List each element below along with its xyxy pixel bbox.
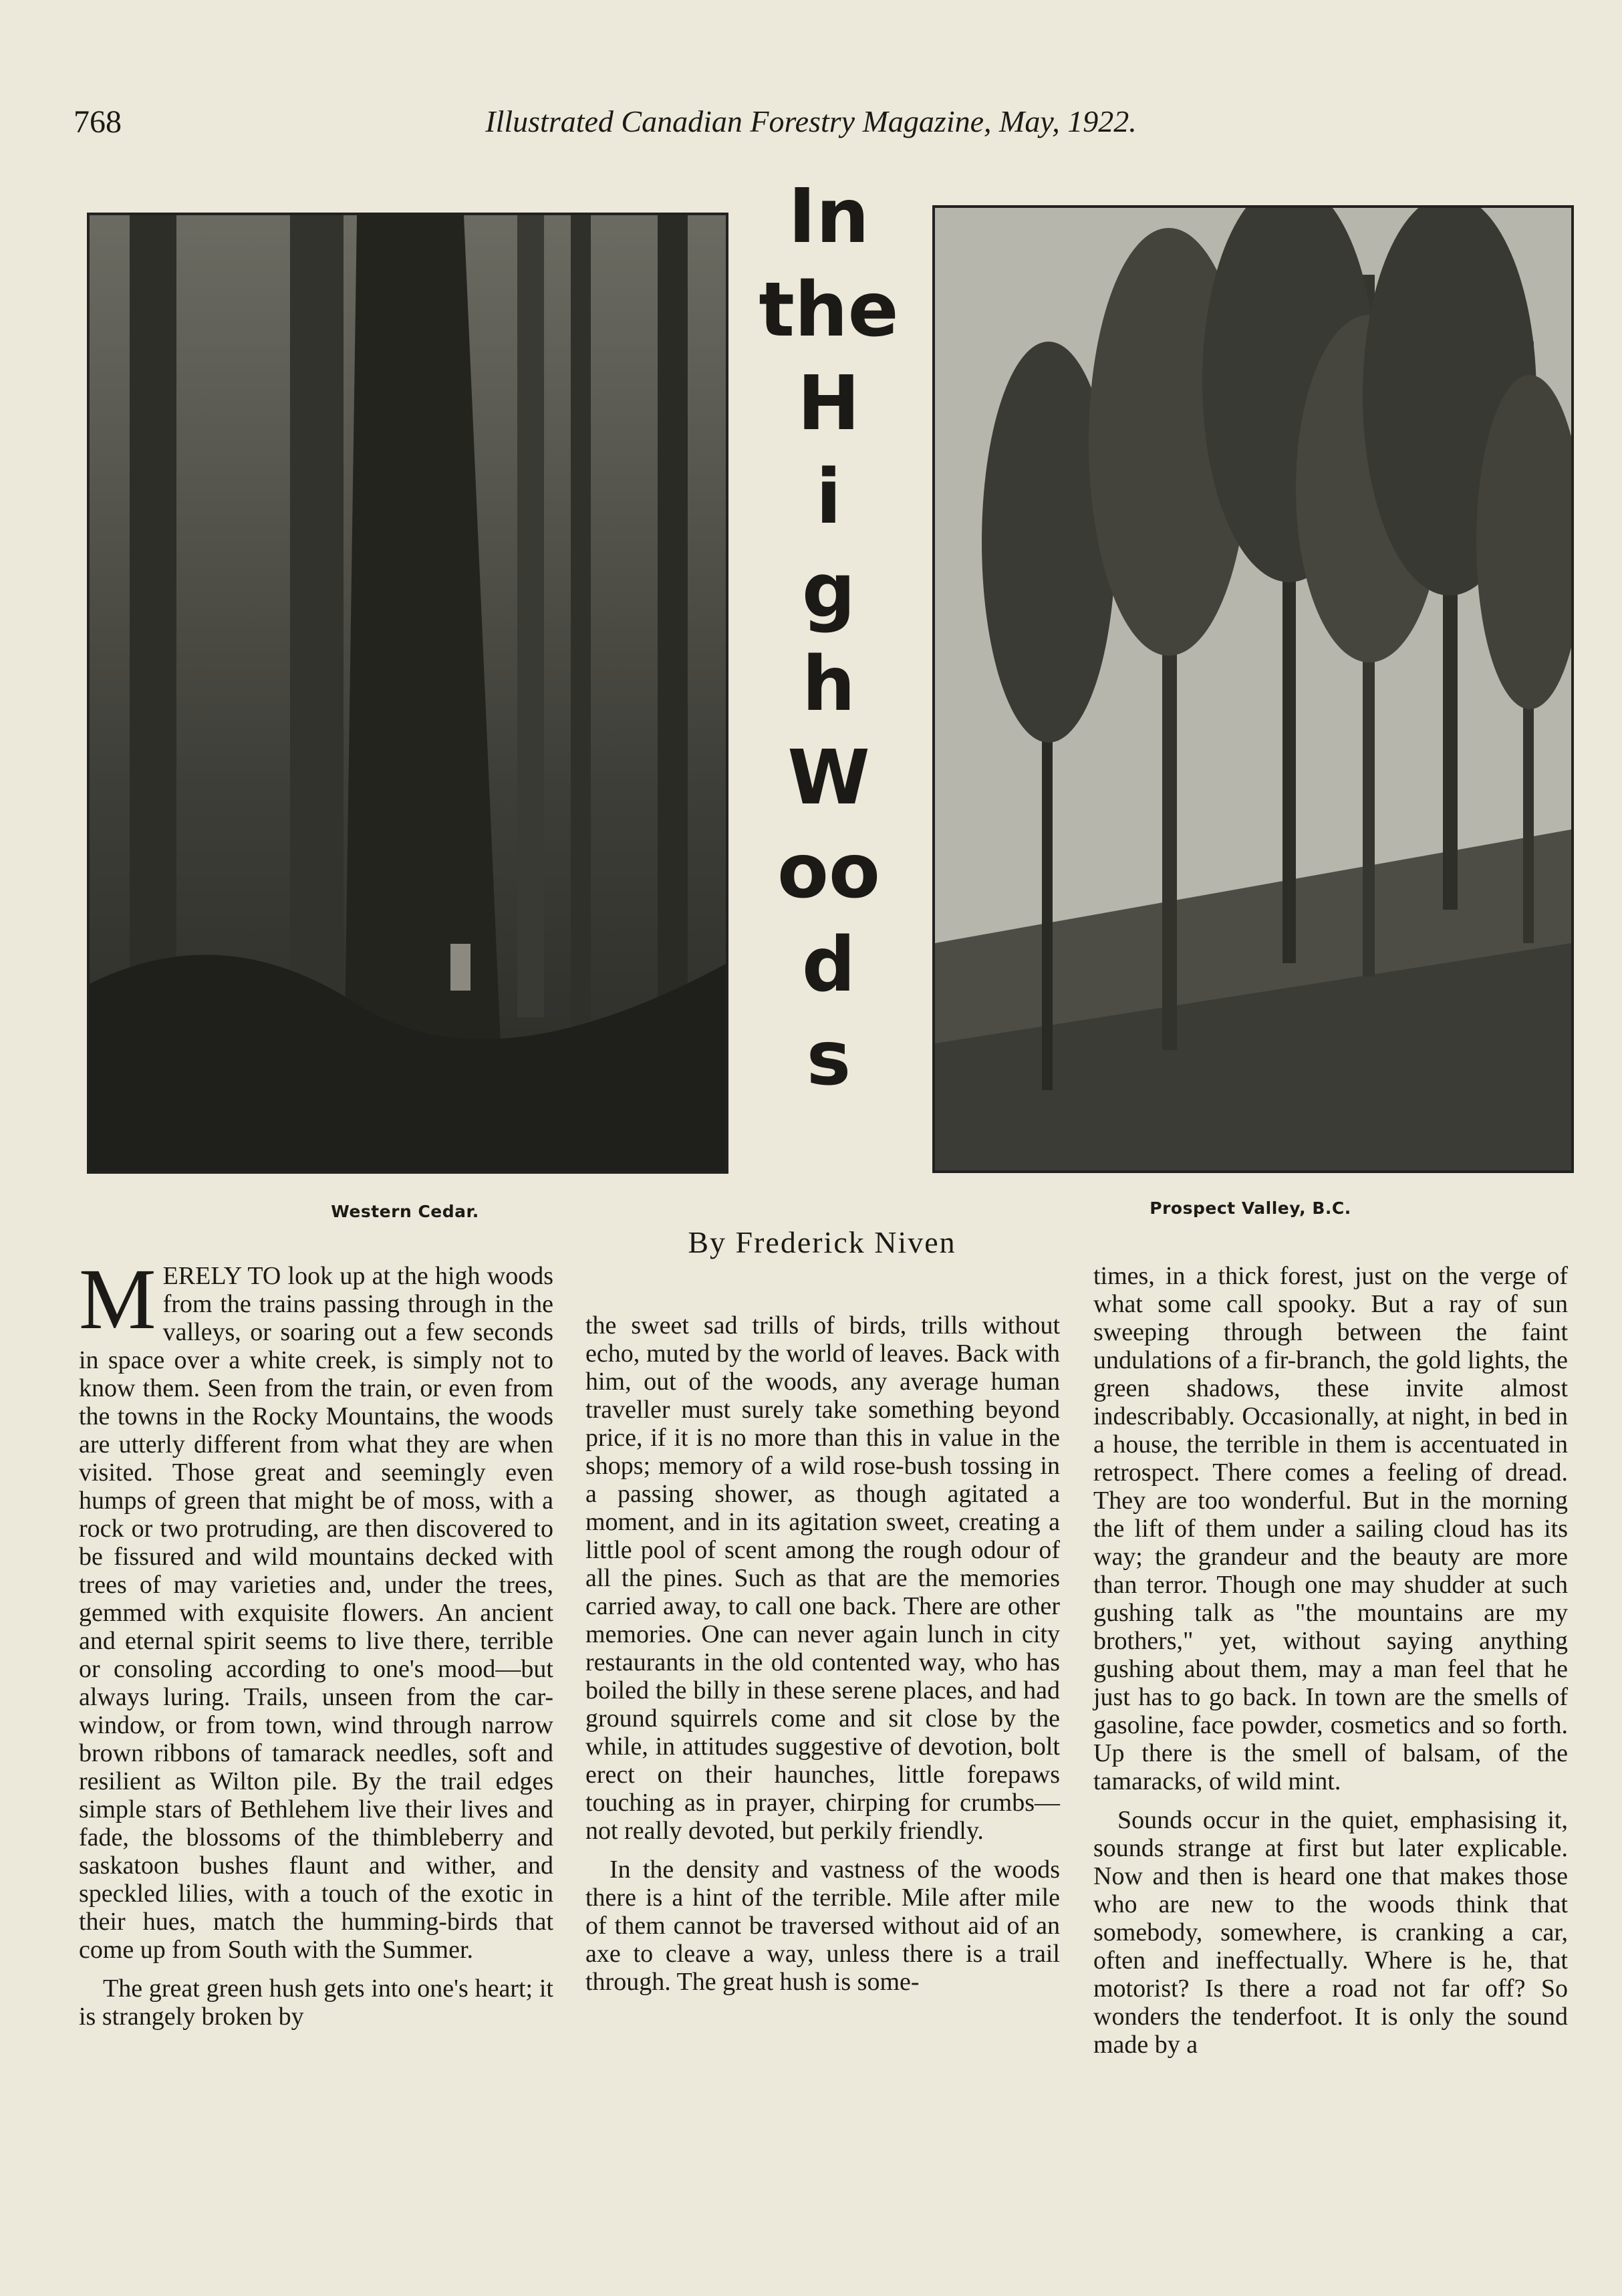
western-cedar-photo (87, 213, 728, 1174)
paragraph-text: ERELY TO look up at the high woods from the trains passing through in the valleys, or soaring out a few seconds in space over a white creek, is simply not to know them. Seen from the train, or even from the towns in the Rocky Mountains, the woods are utterly different from what they are when visited. Those great and seemingly even humps of green that might be of moss, with a rock or two protruding, are then discovered to be fissured and wild mountains decked with trees of may varieties and, under the trees, gemmed with exquisite flowers. An ancient and eternal spirit seems to live there, terrible or consoling according to one's mood—but always luring. Trails, unseen from the car-window, or from town, wind through narrow brown ribbons of tamarack needles, soft and resilient as Wilton pile. By the trail edges simple stars of Bethlehem live their lives and fade, the blossoms of the thimbleberry and saskatoon bushes flaunt and wither, and speckled lilies, with a touch of the exotic in their hues, match the humming-birds that come up from South with the Summer. (79, 1262, 553, 1964)
running-head: Illustrated Canadian Forestry Magazine, May, 1922. (485, 104, 1137, 138)
paragraph: In the density and vastness of the woods there is a hint of the terrible. Mile after mile of them cannot be traversed without aid of an axe to cleave a way, unless there is a trail through. The great hush is some- (585, 1856, 1060, 1996)
paragraph: The great green hush gets into one's heart; it is strangely broken by (79, 1974, 553, 2031)
title-letter: the (759, 267, 899, 354)
drop-cap: M (79, 1251, 156, 1348)
paragraph: the sweet sad trills of birds, trills without echo, muted by the world of leaves. Back with him, out of the woods, any average human traveller must surely take something beyond price, if it is no more than this in value in the shops; memory of a wild rose-bush tossing in a passing shower, as though agitated a moment, and in its agitation sweet, creating a little pool of scent among the rough odour of all the pines. Such as that are the memories carried away, to call one back. There are other memories. One can never again lunch in city restaurants in the old contented way, who has boiled the billy in these serene places, and had ground squirrels come and sit close by the while, in attitudes suggestive of devotion, bolt erect on their haunches, little forepaws touching as in prayer, chirping for crumbs—not really devoted, but perkily friendly. (585, 1311, 1060, 1845)
title-letter: W (787, 735, 870, 821)
article-column-1 (79, 1251, 553, 2041)
right-photo-caption: Prospect Valley, B.C. (1150, 1198, 1351, 1218)
title-letter: H (797, 360, 860, 447)
paragraph: Sounds occur in the quiet, emphasising it, sounds strange at first but later explicable. Now and then is heard one that makes those who are new to the woods think that somebody, somewhere, is cranking a car, often and ineffectually. Where is he, that motorist? Is there a road not far off? So wonders the tenderfoot. It is only the sound made by a (1093, 1806, 1568, 2059)
left-photo-caption: Western Cedar. (331, 1202, 479, 1221)
title-letter: s (806, 1015, 851, 1102)
title-letter: d (801, 922, 856, 1009)
title-letter: In (788, 173, 869, 260)
title-letter: oo (777, 828, 880, 915)
article-column-2 (585, 1311, 1060, 2007)
article-column-3 (1093, 1262, 1568, 2069)
title-letter: g (801, 547, 856, 634)
prospect-valley-photo (932, 205, 1574, 1173)
paragraph (79, 1251, 553, 1964)
title-letter: i (815, 454, 842, 541)
article-title (735, 173, 922, 1115)
paragraph: times, in a thick forest, just on the verge of what some call spooky. But a ray of sun sweeping through between the faint undulations of a fir-branch, the gold lights, the green shadows, these invite almost indescribably. Occasionally, at night, in bed in a house, the terrible in them is accentuated in retrospect. There comes a feeling of dread. They are too wonderful. But in the morning the lift of them under a sailing cloud has its way; the grandeur and the beauty are more than terror. Though one may shudder at such gushing talk as "the mountains are my brothers," yet, without saying anything gushing about them, may a man feel that he just has to go back. In town are the smells of gasoline, face powder, cosmetics and so forth. Up there is the smell of balsam, of the tamaracks, of wild mint. (1093, 1262, 1568, 1795)
byline: By Frederick Niven (688, 1225, 956, 1259)
title-letter: h (802, 641, 855, 728)
page-number: 768 (74, 104, 122, 140)
